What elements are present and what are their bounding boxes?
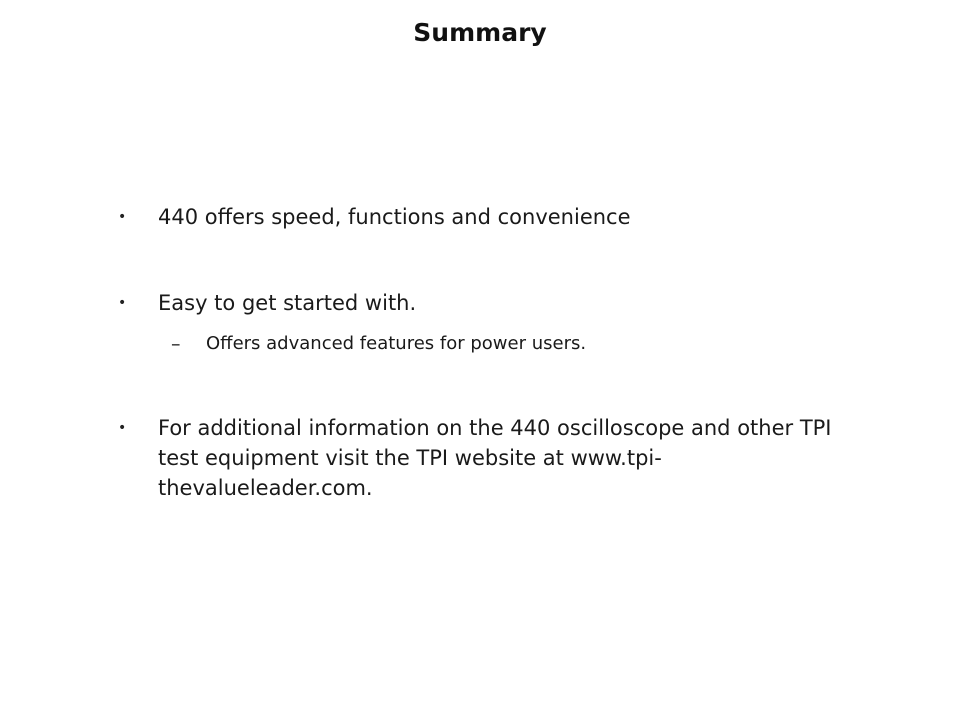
sub-bullet-marker: – [171, 333, 181, 355]
bullet-marker: • [118, 420, 127, 436]
slide-title: Summary [413, 18, 547, 47]
bullet-text: Easy to get started with. [158, 291, 417, 315]
bullet-text: 440 offers speed, functions and convenience [158, 205, 631, 229]
sub-bullet-text: Offers advanced features for power users. [206, 333, 587, 354]
bullet-text: For additional information on the 440 oscilloscope and other TPI test equipment visit the TPI website at www.tpi-thevalueleader.com. [158, 416, 832, 500]
bullet-marker: • [118, 295, 127, 311]
bullet-marker: • [118, 209, 127, 225]
